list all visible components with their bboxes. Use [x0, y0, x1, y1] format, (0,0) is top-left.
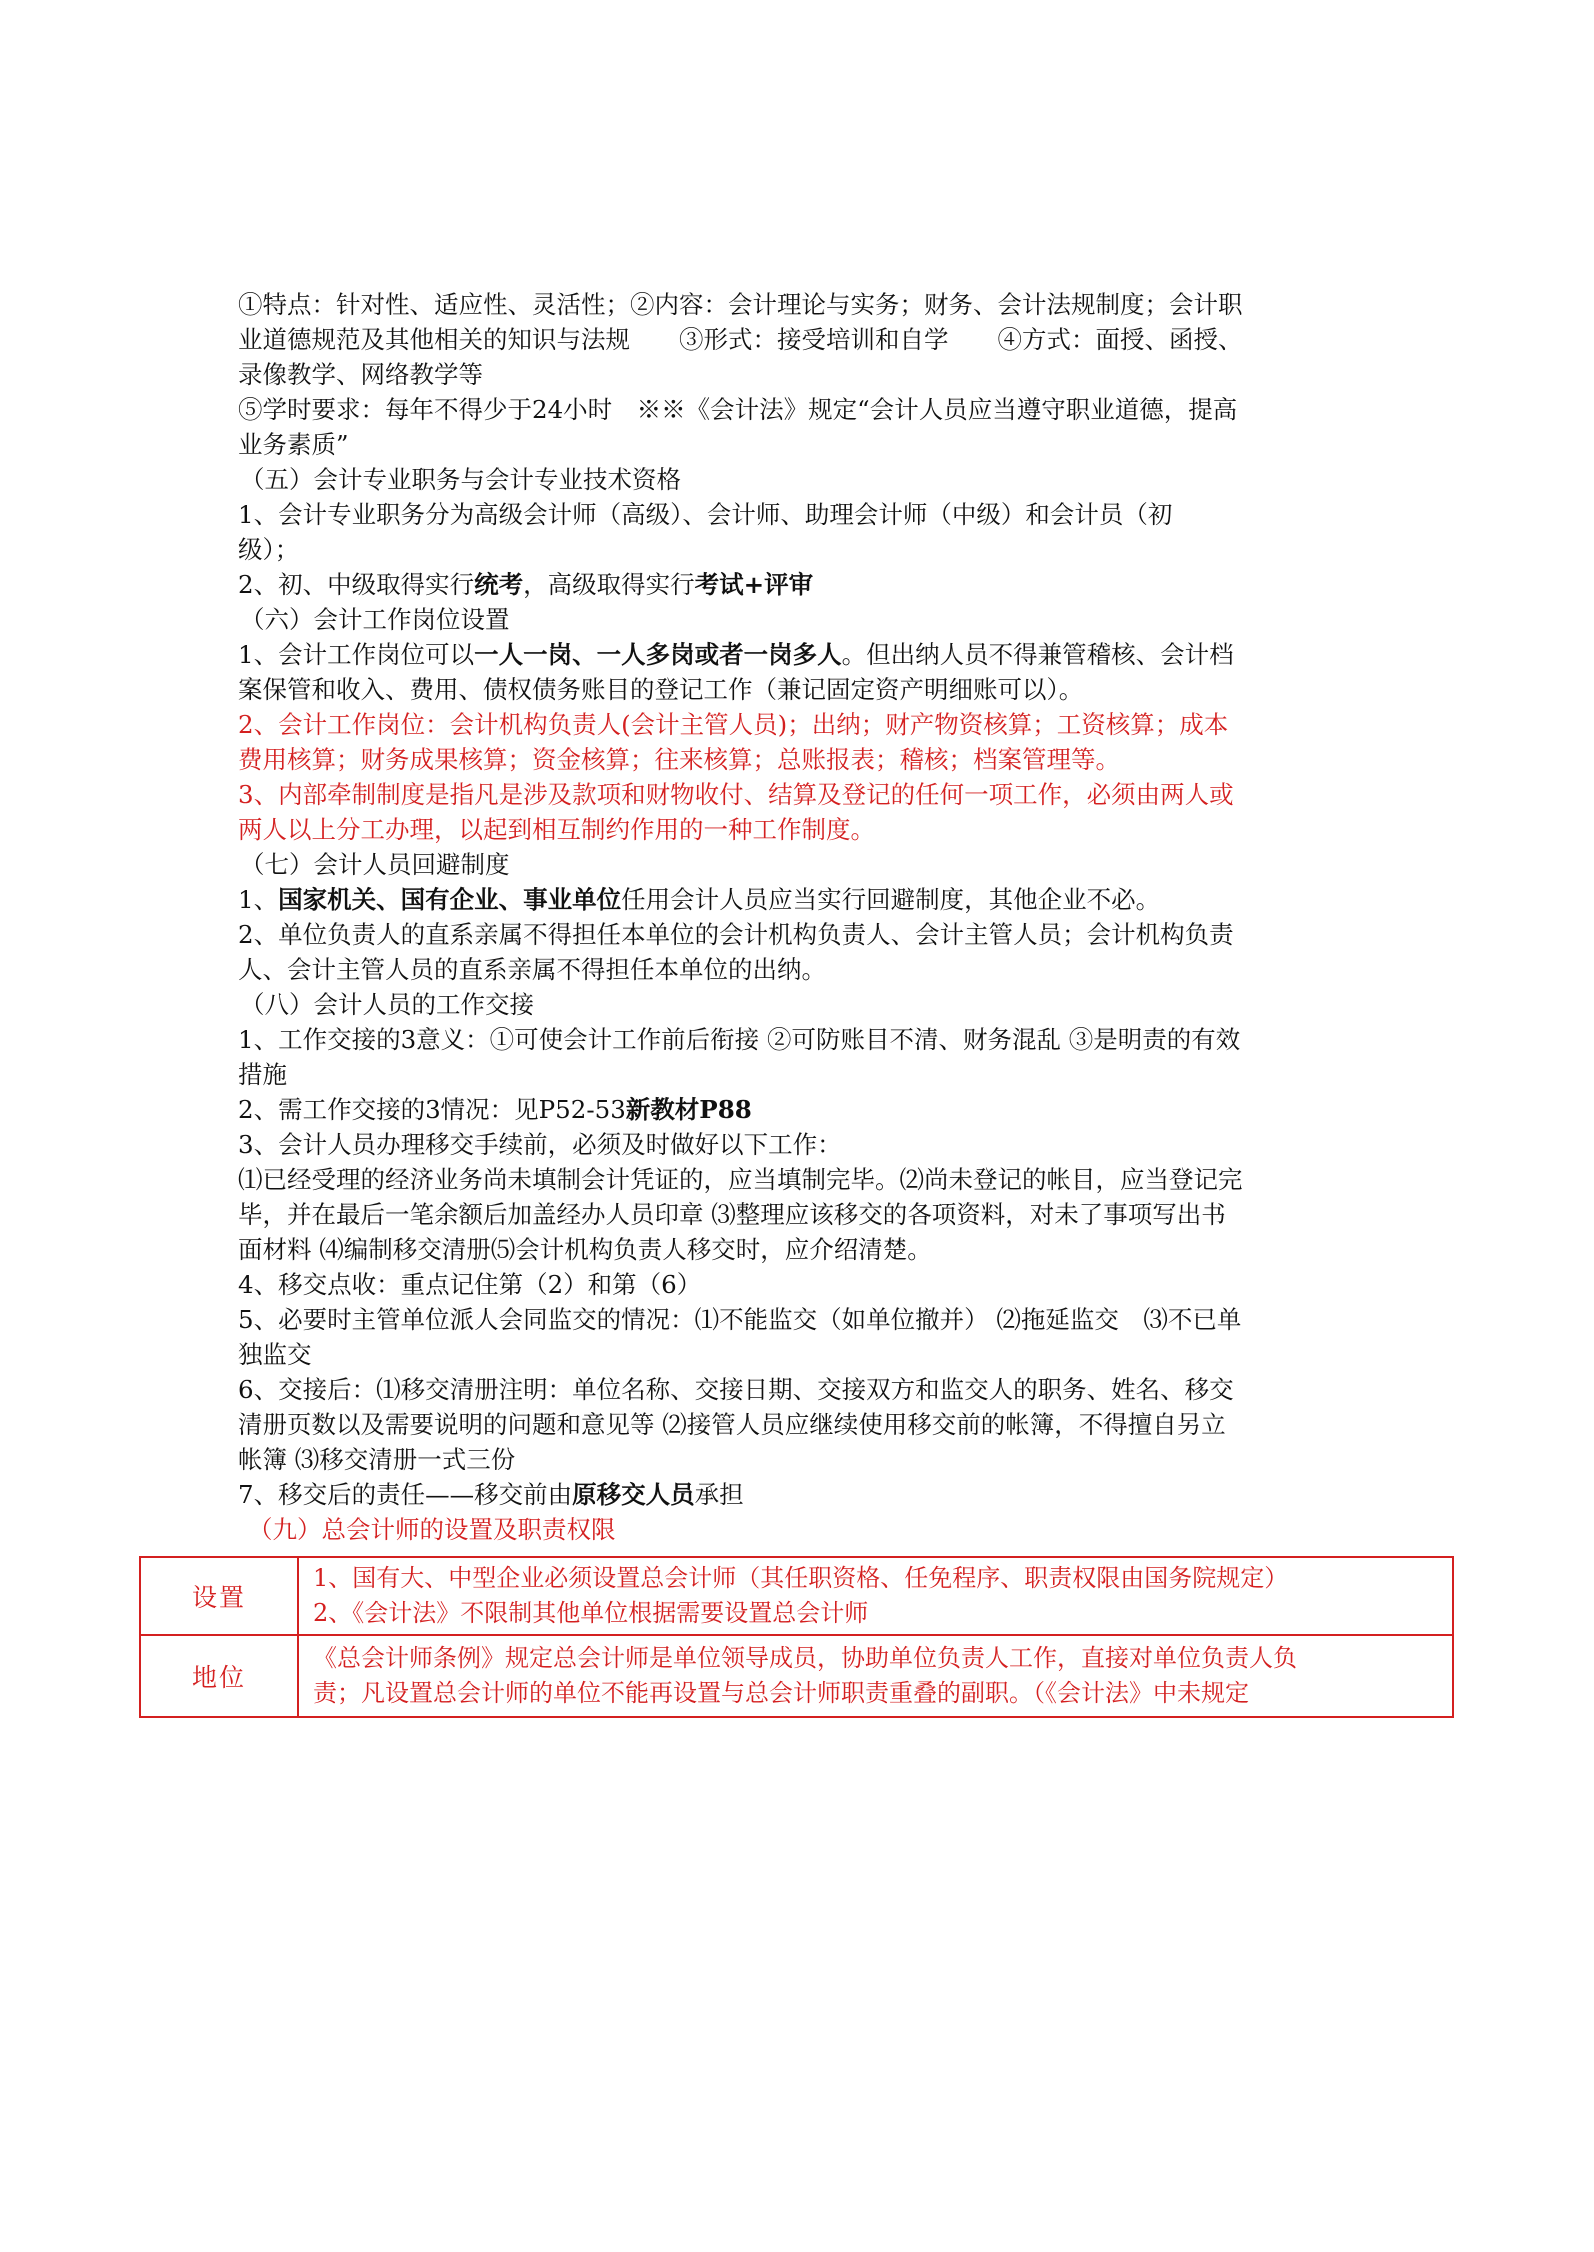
- text-line: 2、初、中级取得实行统考，高级取得实行考试+评审: [238, 570, 814, 599]
- text-line: ⑴已经受理的经济业务尚未填制会计凭证的，应当填制完毕。⑵尚未登记的帐目，应当登记完: [238, 1165, 1243, 1194]
- table-row: [140, 1557, 1453, 1635]
- bold-term: 新教材P88: [625, 1095, 752, 1124]
- text-line: 2、单位负责人的直系亲属不得担任本单位的会计机构负责人、会计主管人员；会计机构负责: [238, 920, 1234, 949]
- table-row-label: 设置: [140, 1557, 298, 1635]
- text-line: 人、会计主管人员的直系亲属不得担任本单位的出纳。: [238, 955, 826, 984]
- text-line: 帐簿 ⑶移交清册一式三份: [238, 1445, 516, 1474]
- text-line: ①特点：针对性、适应性、灵活性；②内容：会计理论与实务；财务、会计法规制度；会计职: [238, 290, 1243, 319]
- table-row-content: 《总会计师条例》规定总会计师是单位领导成员，协助单位负责人工作，直接对单位负责人负 责；凡设置总会计师的单位不能再设置与总会计师职责重叠的副职。（《会计法》中未规定: [298, 1635, 1453, 1717]
- text-line: 独监交: [238, 1340, 312, 1369]
- red-text-line: 费用核算；财务成果核算；资金核算；往来核算；总账报表；稽核；档案管理等。: [238, 745, 1120, 774]
- text-line: 3、会计人员办理移交手续前，必须及时做好以下工作：: [238, 1130, 842, 1159]
- text-line: 案保管和收入、费用、债权债务账目的登记工作（兼记固定资产明细账可以）。: [238, 675, 1084, 704]
- text-line: 毕，并在最后一笔余额后加盖经办人员印章 ⑶整理应该移交的各项资料，对未了事项写出书: [238, 1200, 1226, 1229]
- section-heading-6: （六）会计工作岗位设置: [240, 605, 510, 634]
- text-line: 业务素质”: [238, 430, 349, 459]
- bold-term: 原移交人员: [572, 1480, 695, 1509]
- table-row: [140, 1635, 1453, 1717]
- cfo-responsibility-table: [139, 1556, 1454, 1718]
- text-line: 措施: [238, 1060, 287, 1089]
- text-line: 1、工作交接的3意义：①可使会计工作前后衔接 ②可防账目不清、财务混乱 ③是明责的有效: [238, 1025, 1241, 1054]
- bold-term: 考试+评审: [694, 570, 814, 599]
- text-line: 级）；: [238, 535, 300, 564]
- text-line: 清册页数以及需要说明的问题和意见等 ⑵接管人员应继续使用移交前的帐簿，不得擅自另立: [238, 1410, 1226, 1439]
- text-line: 面材料 ⑷编制移交清册⑸会计机构负责人移交时，应介绍清楚。: [238, 1235, 932, 1264]
- section-heading-7: （七）会计人员回避制度: [240, 850, 510, 879]
- red-text-line: 两人以上分工办理，以起到相互制约作用的一种工作制度。: [238, 815, 875, 844]
- text-line: 6、交接后：⑴移交清册注明：单位名称、交接日期、交接双方和监交人的职务、姓名、移交: [238, 1375, 1234, 1404]
- text-line: 录像教学、网络教学等: [238, 360, 483, 389]
- section-heading-9: （九）总会计师的设置及职责权限: [248, 1515, 616, 1544]
- text-line: 4、移交点收：重点记住第（2）和第（6）: [238, 1270, 702, 1299]
- section-heading-5: （五）会计专业职务与会计专业技术资格: [240, 465, 681, 494]
- table-row-content: 1、国有大、中型企业必须设置总会计师（其任职资格、任免程序、职责权限由国务院规定） 2、《会计法》不限制其他单位根据需要设置总会计师: [298, 1557, 1453, 1635]
- bold-term: 国家机关、国有企业、事业单位: [278, 885, 622, 914]
- bold-term: 一人一岗、一人多岗或者一岗多人: [474, 640, 842, 669]
- text-line: 2、需工作交接的3情况：见P52-53新教材P88: [238, 1095, 752, 1124]
- text-line: 5、必要时主管单位派人会同监交的情况：⑴不能监交（如单位撤并） ⑵拖延监交 ⑶不已单: [238, 1305, 1242, 1334]
- text-line: 业道德规范及其他相关的知识与法规 ③形式：接受培训和自学 ④方式：面授、函授、: [238, 325, 1243, 354]
- document-body: [238, 287, 1356, 1547]
- text-line: ⑤学时要求：每年不得少于24小时 ※※《会计法》规定“会计人员应当遵守职业道德，提高: [238, 395, 1238, 424]
- red-text-line: 2、会计工作岗位：会计机构负责人(会计主管人员)；出纳；财产物资核算；工资核算；成本: [238, 710, 1229, 739]
- red-text-line: 3、内部牵制制度是指凡是涉及款项和财物收付、结算及登记的任何一项工作，必须由两人或: [238, 780, 1234, 809]
- section-heading-8: （八）会计人员的工作交接: [240, 990, 534, 1019]
- table-row-label: 地位: [140, 1635, 298, 1717]
- text-line: 1、会计工作岗位可以一人一岗、一人多岗或者一岗多人。但出纳人员不得兼管稽核、会计档: [238, 640, 1234, 669]
- text-line: 1、会计专业职务分为高级会计师（高级）、会计师、助理会计师（中级）和会计员（初: [238, 500, 1173, 529]
- text-line: 1、国家机关、国有企业、事业单位任用会计人员应当实行回避制度，其他企业不必。: [238, 885, 1161, 914]
- text-line: 7、移交后的责任——移交前由原移交人员承担: [238, 1480, 744, 1509]
- bold-term: 统考: [474, 570, 524, 599]
